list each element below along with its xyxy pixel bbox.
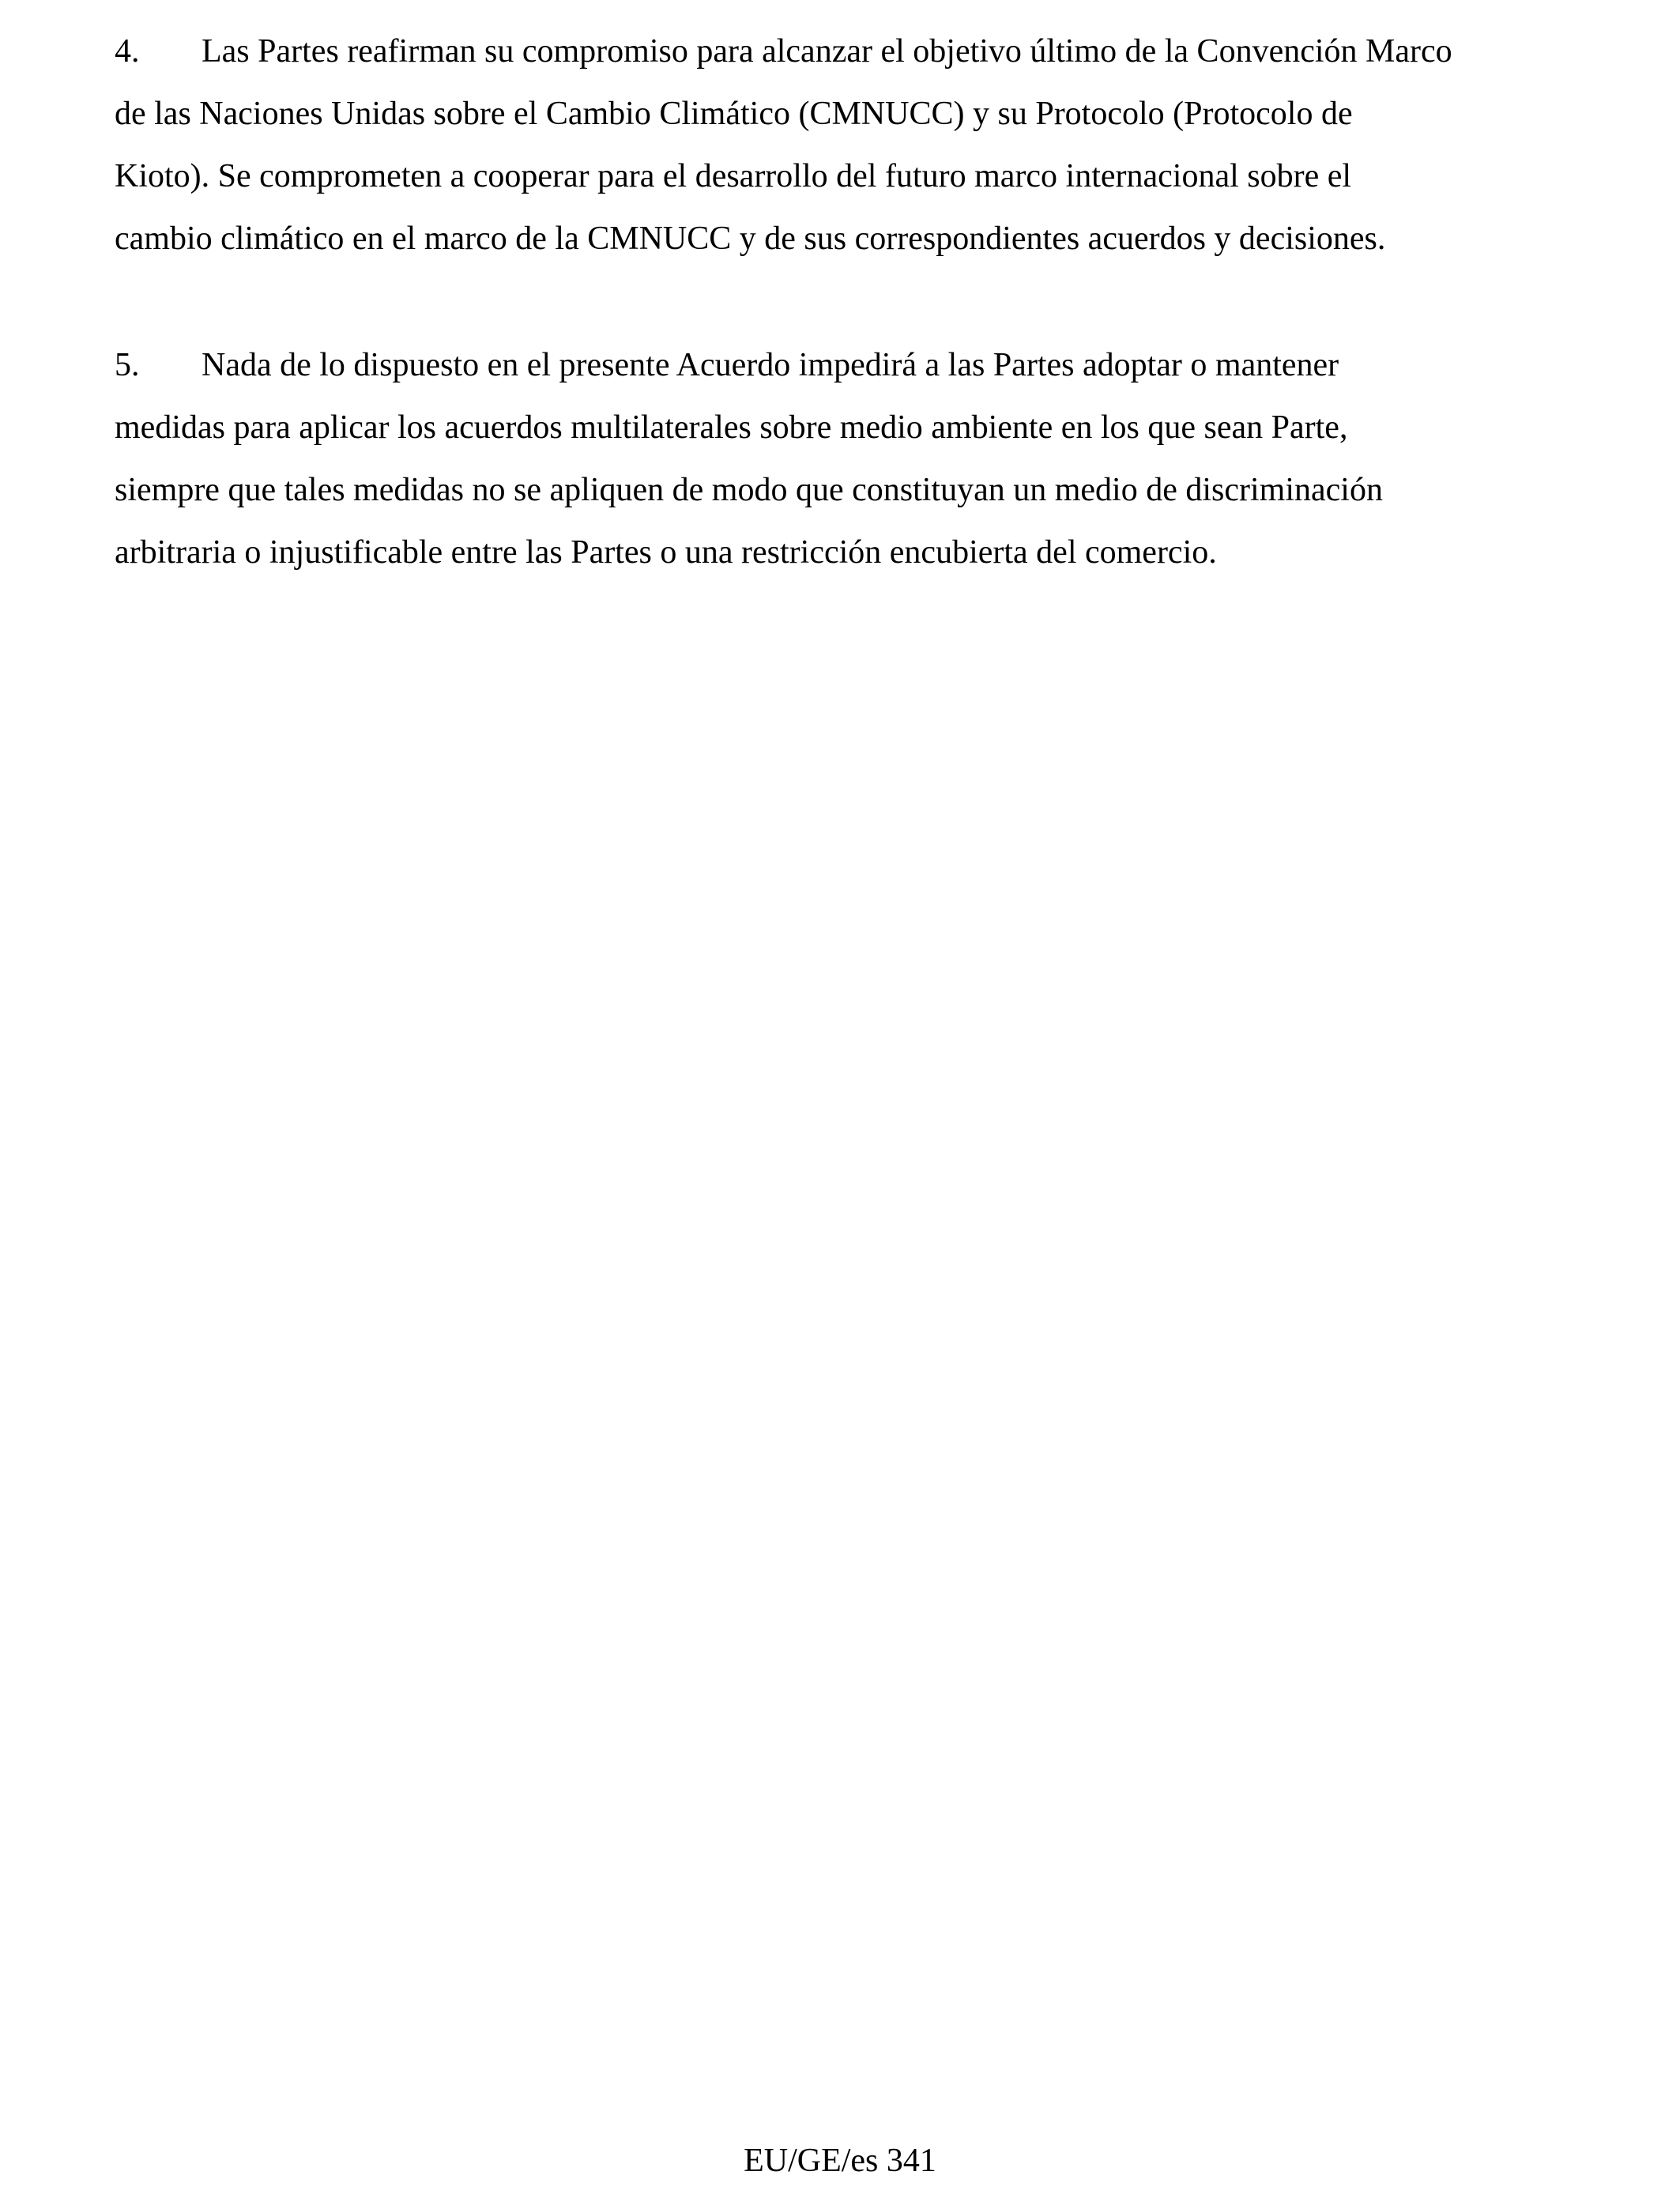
paragraph-number: 4. <box>115 33 140 70</box>
paragraph-4 <box>115 21 1584 270</box>
paragraph-line <box>115 21 1584 83</box>
paragraph-line: medidas para aplicar los acuerdos multilaterales sobre medio ambiente en los que sean Parte, <box>115 409 1348 446</box>
page-footer-reference: EU/GE/es 341 <box>744 2143 936 2179</box>
paragraph-5 <box>115 334 1584 584</box>
paragraph-text: Las Partes reafirman su compromiso para alcanzar el objetivo último de la Convención Marco <box>202 33 1452 70</box>
paragraph-line: arbitraria o injustificable entre las Partes o una restricción encubierta del comercio. <box>115 534 1217 571</box>
paragraph-number: 5. <box>115 347 140 383</box>
paragraph-line: siempre que tales medidas no se apliquen de modo que constituyan un medio de discriminación <box>115 472 1383 508</box>
paragraph-line: cambio climático en el marco de la CMNUCC y de sus correspondientes acuerdos y decisiones. <box>115 221 1386 257</box>
paragraph-text: Nada de lo dispuesto en el presente Acuerdo impedirá a las Partes adoptar o mantener <box>202 347 1339 383</box>
paragraph-line: Kioto). Se comprometen a cooperar para el desarrollo del futuro marco internacional sobre el <box>115 158 1352 194</box>
paragraph-line <box>115 334 1584 397</box>
paragraph-line: de las Naciones Unidas sobre el Cambio Climático (CMNUCC) y su Protocolo (Protocolo de <box>115 96 1353 132</box>
